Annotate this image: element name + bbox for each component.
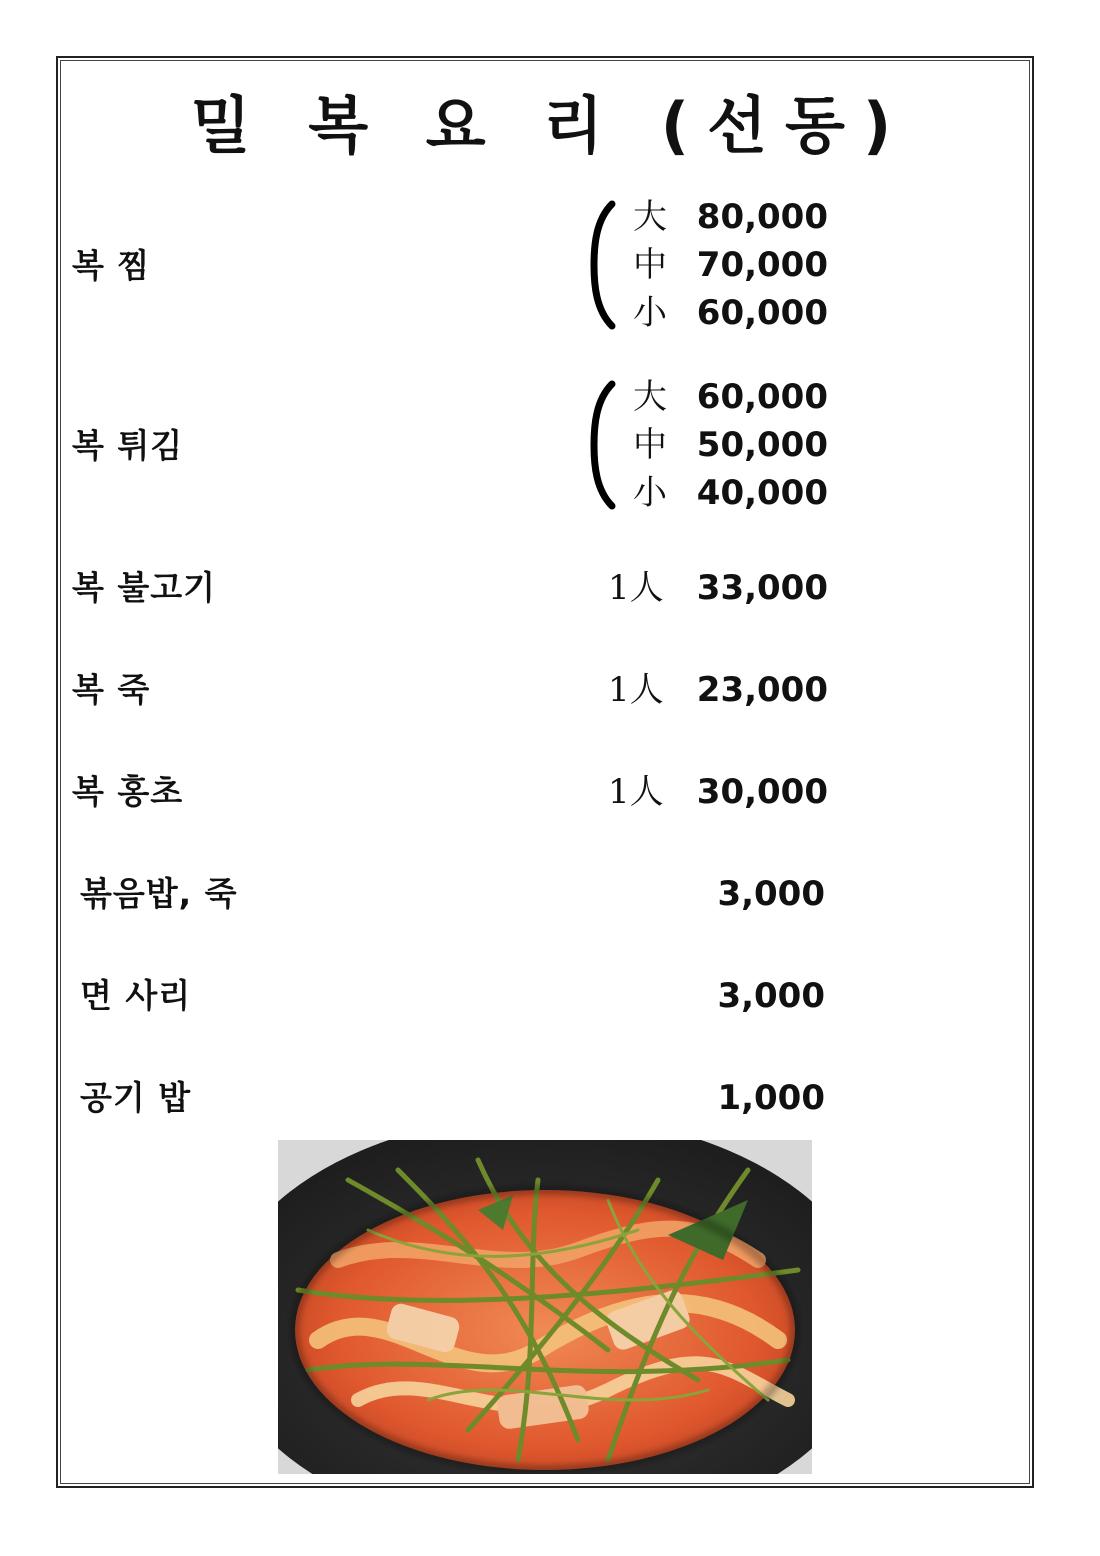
size-label-medium: 中 — [633, 425, 667, 465]
price-value: 60,000 — [696, 293, 828, 333]
price-value: 3,000 — [717, 976, 825, 1016]
price-value: 23,000 — [696, 670, 828, 710]
menu-item-bokjjim-name: 복 찜 — [72, 246, 151, 285]
bracket-bokjjim — [590, 200, 618, 330]
price-value: 3,000 — [717, 874, 825, 914]
serving-label-bulgogi: 1人 — [608, 568, 664, 608]
price-value: 70,000 — [696, 245, 828, 285]
size-label-medium: 中 — [633, 245, 667, 285]
price-value: 33,000 — [696, 568, 828, 608]
serving-label-hongcho: 1人 — [608, 772, 664, 812]
price-row-juk — [680, 668, 828, 712]
menu-item-rice-name: 공기 밥 — [80, 1078, 192, 1117]
price-value: 50,000 — [696, 425, 828, 465]
price-row-bulgogi — [680, 566, 828, 610]
price-row-bokjjim-medium — [630, 243, 828, 287]
menu-item-noodles-name: 면 사리 — [80, 976, 192, 1015]
size-label-small: 小 — [633, 473, 667, 513]
menu-item-hongcho-name: 복 홍초 — [72, 772, 184, 811]
price-value: 1,000 — [717, 1078, 825, 1118]
size-label-small: 小 — [633, 293, 667, 333]
price-value: 40,000 — [696, 473, 828, 513]
menu-item-fried-rice-name: 볶음밥, 죽 — [80, 874, 238, 913]
bracket-boktwigim — [590, 380, 618, 510]
menu-item-juk-name: 복 죽 — [72, 670, 151, 709]
price-row-rice — [680, 1076, 825, 1120]
price-row-noodles — [680, 974, 825, 1018]
food-photo — [278, 1140, 812, 1474]
price-value: 30,000 — [696, 772, 828, 812]
price-row-boktwigim-small — [630, 471, 828, 515]
size-label-large: 大 — [633, 197, 667, 237]
price-row-bokjjim-large — [630, 195, 828, 239]
price-row-bokjjim-small — [630, 291, 828, 335]
price-row-hongcho — [680, 770, 828, 814]
price-row-boktwigim-large — [630, 375, 828, 419]
size-label-large: 大 — [633, 377, 667, 417]
price-row-fried-rice — [680, 872, 825, 916]
menu-title: 밀 복 요 리 (선동) — [190, 89, 910, 162]
price-row-boktwigim-medium — [630, 423, 828, 467]
menu-item-bulgogi-name: 복 불고기 — [72, 568, 217, 607]
price-value: 60,000 — [696, 377, 828, 417]
price-value: 80,000 — [696, 197, 828, 237]
menu-item-boktwigim-name: 복 튀김 — [72, 426, 184, 465]
serving-label-juk: 1人 — [608, 670, 664, 710]
